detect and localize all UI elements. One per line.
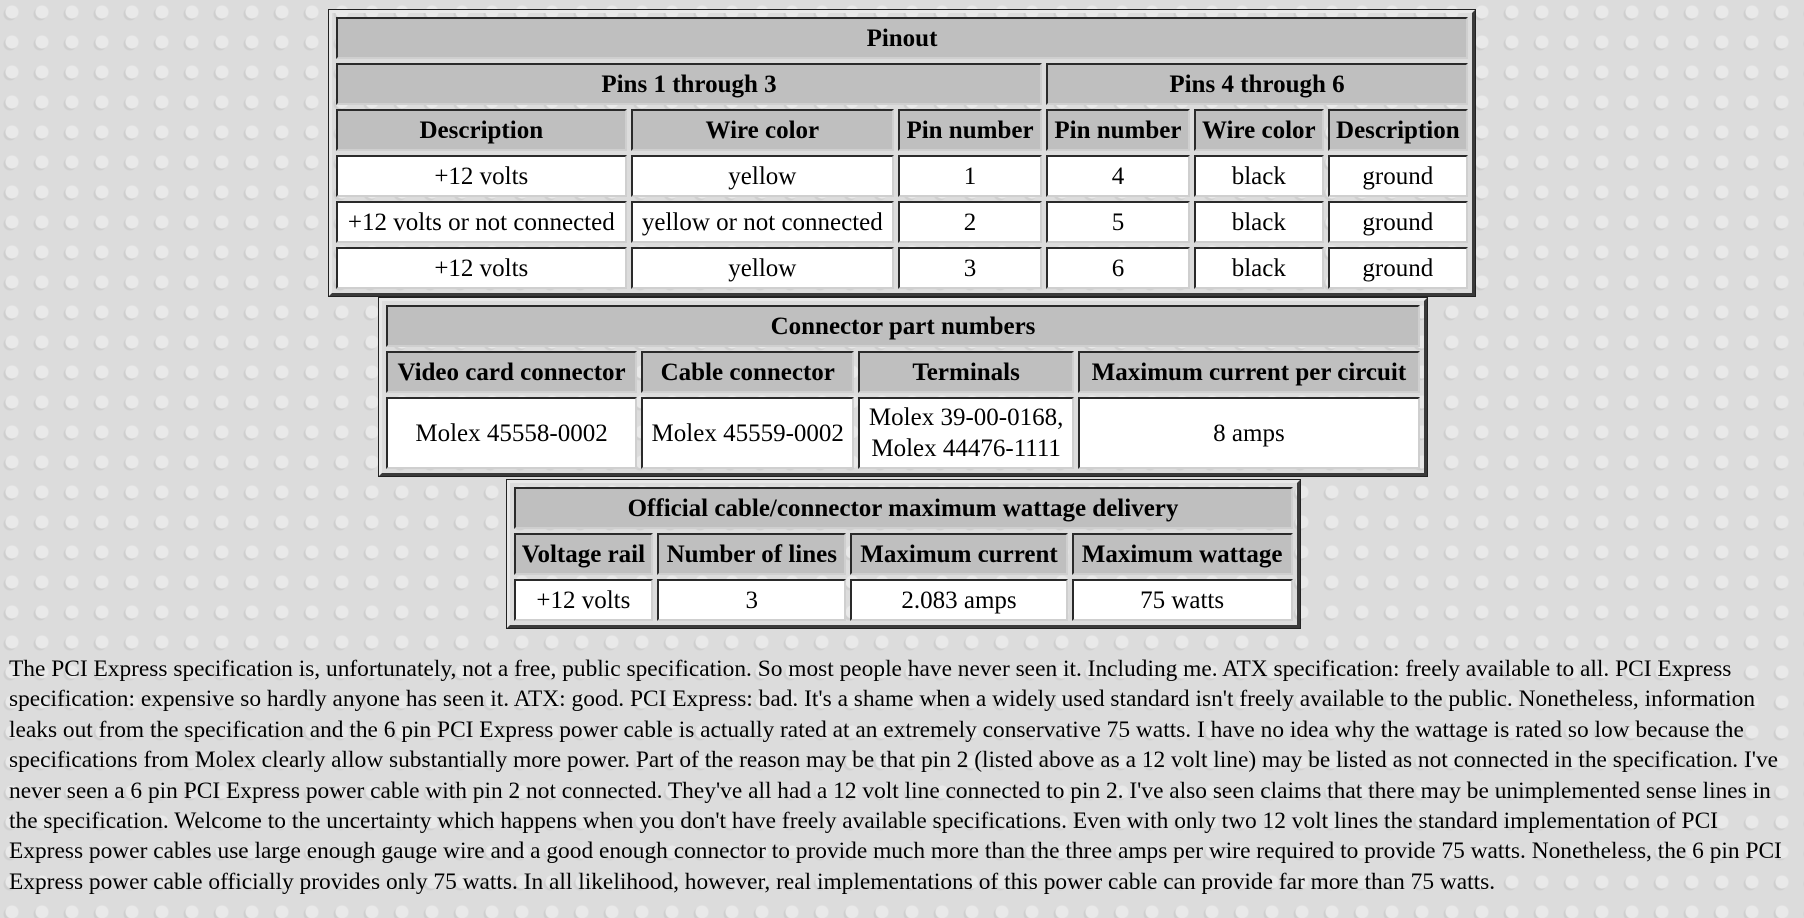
table-cell: +12 volts (514, 579, 654, 621)
table-cell: yellow (631, 155, 894, 197)
table-cell: +12 volts or not connected (336, 201, 627, 243)
table-row (336, 247, 1468, 289)
table-cell: yellow or not connected (631, 201, 894, 243)
pins-4-6-header: Pins 4 through 6 (1046, 63, 1468, 105)
column-header: Maximum current (850, 533, 1067, 575)
column-header: Video card connector (386, 351, 637, 393)
column-header: Pin number (1046, 109, 1190, 151)
table-cell: +12 volts (336, 155, 627, 197)
column-header: Cable connector (641, 351, 854, 393)
table-cell: black (1194, 247, 1324, 289)
table-cell: 1 (898, 155, 1042, 197)
column-header: Terminals (858, 351, 1073, 393)
table-row (336, 155, 1468, 197)
column-header: Voltage rail (514, 533, 654, 575)
connector-part-numbers-table (379, 298, 1427, 476)
column-header: Wire color (631, 109, 894, 151)
table-cell: black (1194, 155, 1324, 197)
table-cell: 75 watts (1072, 579, 1293, 621)
table-cell: 6 (1046, 247, 1190, 289)
column-header: Number of lines (657, 533, 846, 575)
table-cell: 2.083 amps (850, 579, 1067, 621)
cable-connector-cell: Molex 45559-0002 (641, 397, 854, 469)
terminal-part-number: Molex 39-00-0168, (868, 404, 1064, 431)
table-cell: ground (1328, 155, 1468, 197)
table-cell: 3 (898, 247, 1042, 289)
connectors-title: Connector part numbers (386, 305, 1420, 347)
terminal-part-number: Molex 44476-1111 (871, 435, 1061, 462)
column-header: Description (1328, 109, 1468, 151)
table-cell: ground (1328, 247, 1468, 289)
wattage-delivery-table (507, 480, 1300, 628)
wattage-title: Official cable/connector maximum wattage delivery (514, 487, 1293, 529)
table-row (336, 201, 1468, 243)
body-paragraph: The PCI Express specification is, unfortunately, not a free, public specification. So most people have never seen it. Including me. ATX specification: freely available to all. PCI Express specification: expensive so hardly anyone has seen it. ATX: good. PCI Express: bad. It's a shame when a widely used standard isn't freely available to the public. Nonetheless, information leaks out from the specification and the 6 pin PCI Express power cable is actually rated at an extremely conservative 75 watts. I have no idea why the wattage is rated so low because the specifications from Molex clearly allow substantially more power. Part of the reason may be that pin 2 (listed above as a 12 volt line) may be listed as not connected in the specification. I've never seen a 6 pin PCI Express power cable with pin 2 not connected. They've all had a 12 volt line connected to pin 2. I've also seen claims that there may be unimplemented sense lines in the specification. Welcome to the uncertainty which happens when you don't have freely available specifications. Even with only two 12 volt lines the standard implementation of PCI Express power cables use large enough gauge wire and a good enough connector to provide much more than the three amps per wire required to provide 75 watts. Nonetheless, the 6 pin PCI Express power cable officially provides only 75 watts. In all likelihood, however, real implementations of this power cable can provide far more than 75 watts. (9, 656, 1782, 895)
table-cell: 5 (1046, 201, 1190, 243)
pinout-title: Pinout (336, 17, 1468, 59)
column-header: Wire color (1194, 109, 1324, 151)
table-row (514, 579, 1293, 621)
column-header: Maximum current per circuit (1078, 351, 1420, 393)
max-current-cell: 8 amps (1078, 397, 1420, 469)
table-cell: 3 (657, 579, 846, 621)
column-header: Description (336, 109, 627, 151)
pinout-table (329, 10, 1475, 296)
column-header: Maximum wattage (1072, 533, 1293, 575)
table-cell: +12 volts (336, 247, 627, 289)
table-cell: ground (1328, 201, 1468, 243)
table-cell: 2 (898, 201, 1042, 243)
pins-1-3-header: Pins 1 through 3 (336, 63, 1042, 105)
table-cell: black (1194, 201, 1324, 243)
table-cell: 4 (1046, 155, 1190, 197)
table-row (386, 397, 1420, 469)
terminals-cell (858, 397, 1073, 469)
table-cell: yellow (631, 247, 894, 289)
column-header: Pin number (898, 109, 1042, 151)
video-card-connector-cell: Molex 45558-0002 (386, 397, 637, 469)
